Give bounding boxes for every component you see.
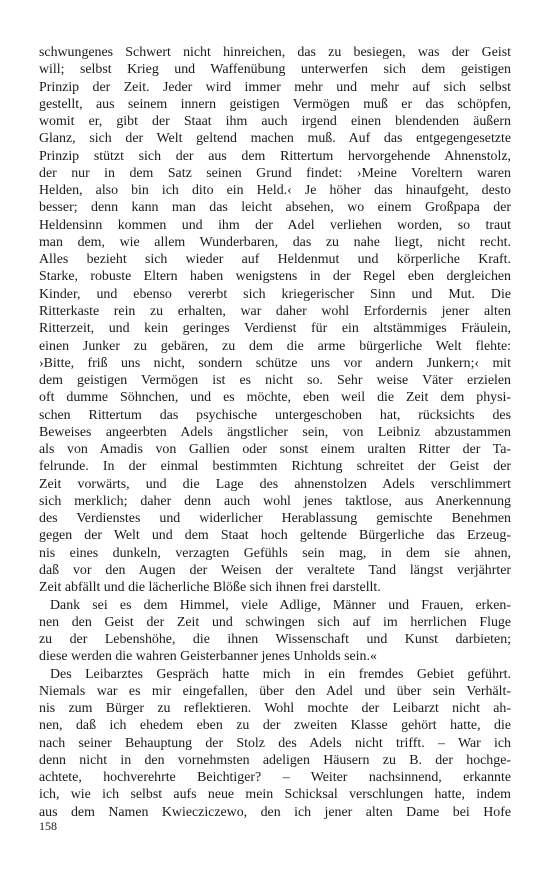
text-line: Prinzip stützt sich der aus dem Rittertum hervorgehende Ahnenstolz, <box>39 148 511 164</box>
text-line: oft dumme Söhnchen, und es möchte, eben weil die Zeit dem physi- <box>39 390 511 406</box>
text-line: nach seiner Behauptung der Stolz des Adels nicht trifft. – War ich <box>39 735 511 751</box>
text-line: einen Junker zu gebären, zu dem die arme bürgerliche Welt flehte: <box>39 338 511 354</box>
text-line: aus dem Namen Kwiecziczewo, den ich jener alten Dame bei Hofe <box>39 804 511 820</box>
text-line: nis eines dunkeln, verzagten Gefühls sein mag, in dem sie ahnen, <box>39 545 511 561</box>
text-line: womit er, gibt der Staat ihm auch irgend einen blendenden äußern <box>39 114 511 130</box>
text-line: zu der Lebenshöhe, die ihnen Wissenschaft und Kunst darbieten; <box>39 632 511 648</box>
text-line: Zeit vorwärts, und die Lage des ahnenstolzen Adels verschlimmert <box>39 476 511 492</box>
paragraph-start-line: Des Leibarztes Gespräch hatte mich in ein fremdes Gebiet geführt. <box>50 666 511 682</box>
text-line: gegen der Welt und dem Staat hoch geltende Bürgerliche das Erzeug- <box>39 528 511 544</box>
text-line: denn nicht in den vornehmsten adeligen Häusern zu B. der hochge- <box>39 752 511 768</box>
text-line: dem geistigen Vermögen ist es nicht so. Sehr weise Väter erzielen <box>39 373 511 389</box>
text-line: Alles bezieht sich wieder auf Heldenmut und körperliche Kraft. <box>39 252 511 268</box>
text-line: Niemals war es mir eingefallen, über den Adel und über sein Verhält- <box>39 683 511 699</box>
text-line: besser; denn kann man das leicht absehen, wo einem Großpapa der <box>39 200 511 216</box>
text-line: felrunde. In der einmal bestimmten Richtung schreitet der Geist der <box>39 459 511 475</box>
text-line: schen Rittertum das psychische untergeschoben hat, rücksichts des <box>39 407 511 423</box>
paragraph-end-line: diese werden die wahren Geisterbanner jenes Unholds sein.« <box>39 649 377 665</box>
body-text <box>39 44 511 821</box>
text-line: ›Bitte, friß uns nicht, sondern schütze uns vor andern Junkern;‹ mit <box>39 355 511 371</box>
text-line: Helden, also bin ich dito ein Held.‹ Je höher das hinaufgeht, desto <box>39 183 511 199</box>
paragraph-start-line: Dank sei es dem Himmel, viele Adlige, Männer und Frauen, erken- <box>50 597 511 613</box>
text-line: Beweises angeerbten Adels ängstlicher sein, von Leibniz abzustammen <box>39 424 511 440</box>
text-line: achtete, hochverehrte Beichtiger? – Weiter nachsinnend, erkannte <box>39 770 511 786</box>
text-line: Glanz, sich der Welt geltend machen muß. Auf das entgegengesetzte <box>39 131 511 147</box>
text-line: sich merklich; daher denn auch wohl jenes taktlose, aus Anerkennung <box>39 493 511 509</box>
text-line: nen, daß ich ehedem eben zu der zweiten Klasse gehört hatte, die <box>39 718 511 734</box>
text-line: Ritterzeit, und kein geringes Verdienst für ein altstämmiges Fräulein, <box>39 321 511 337</box>
text-line: ich, wie ich selbst aufs neue mein Schicksal verschlungen hatte, indem <box>39 787 511 803</box>
text-line: nis zum Bürger zu reflektieren. Wohl mochte der Leibarzt nicht ah- <box>39 701 511 717</box>
text-line: Starke, robuste Eltern haben wenigstens in der Regel eben dergleichen <box>39 269 511 285</box>
text-line: Prinzip der Zeit. Jeder wird immer mehr und mehr auf sich selbst <box>39 79 511 95</box>
text-line: Kinder, und ebenso vererbt sich kriegerischer Sinn und Mut. Die <box>39 286 511 302</box>
text-line: daß vor den Augen der Weisen der veraltete Tand längst verjährter <box>39 562 511 578</box>
text-line: Ritterkaste rein zu erhalten, war daher wohl Erfordernis jener alten <box>39 303 511 319</box>
text-line: des Verdienstes und widerlicher Herablassung gemischte Benehmen <box>39 511 511 527</box>
text-line: gestellt, aus seinem innern geistigen Vermögen muß er das schöpfen, <box>39 96 511 112</box>
text-line: der nur in dem Satz seinen Grund findet: ›Meine Voreltern waren <box>39 165 511 181</box>
text-line: man dem, wie allem Wunderbaren, das zu nahe liegt, nicht recht. <box>39 234 511 250</box>
page-number: 158 <box>39 819 57 833</box>
text-line: schwungenes Schwert nicht hinreichen, das zu besiegen, was der Geist <box>39 45 511 60</box>
text-line: will; selbst Krieg und Waffenübung unterwerfen sich dem geistigen <box>39 62 511 78</box>
text-line: als von Amadis von Gallien oder sonst einem uralten Ritter der Ta- <box>39 442 511 458</box>
text-line: nen den Geist der Zeit und schwingen sich auf im herrlichen Fluge <box>39 614 511 630</box>
text-line: Heldensinn kommen und ihm der Adel verliehen worden, so traut <box>39 217 511 233</box>
paragraph-end-line: Zeit abfällt und die lächerliche Blöße sich ihnen frei darstellt. <box>39 580 381 596</box>
